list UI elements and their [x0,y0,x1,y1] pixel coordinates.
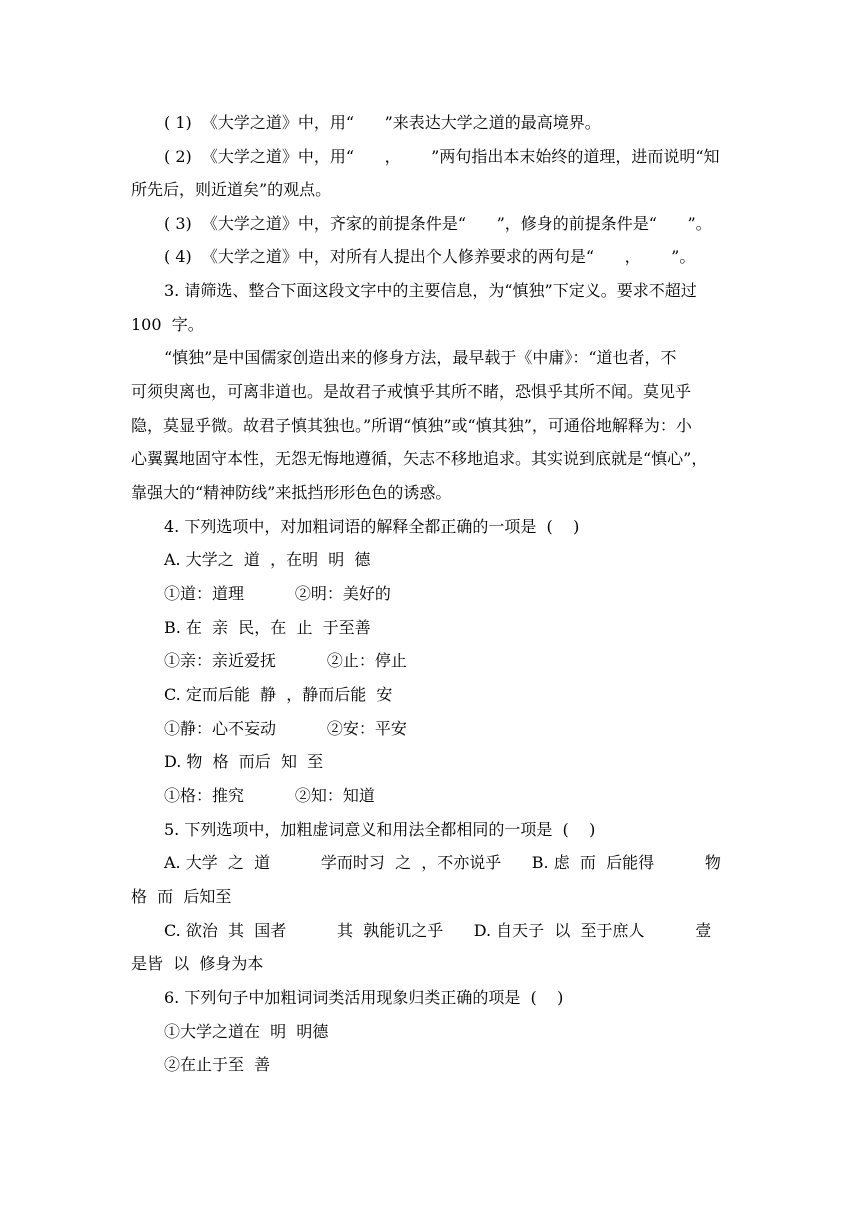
passage-line: “慎独”是中国儒家创造出来的修身方法，最早载于《中庸》：“道也者，不 [164,348,677,367]
question-3-continued: 100 字。 [131,315,204,334]
question-6: 6. 下列句子中加粗词词类活用现象归类正确的项是 ( ) [164,988,564,1007]
option-b-notes: ①亲：亲近爱抚 ②止：停止 [164,651,407,670]
options-a-b-continued: 格 而 后知至 [131,887,232,906]
question-2-2: ( 2) 《大学之道》中，用“ ， ”两句指出本末始终的道理，进而说明“知 [164,147,720,166]
question-2-1: ( 1) 《大学之道》中，用“ ”来表达大学之道的最高境界。 [164,113,601,132]
option-a-notes: ①道：道理 ②明：美好的 [164,584,391,603]
question-2-4: ( 4) 《大学之道》中，对所有人提出个人修养要求的两句是“ ， ”。 [164,247,696,266]
passage-line: 可须臾离也，可离非道也。是故君子戒慎乎其所不睹，恐惧乎其所不闻。莫见乎 [131,382,692,401]
question-6-item-2: ②在止于至 善 [164,1055,271,1074]
passage-line: 隐，莫显乎微。故君子慎其独也。”所谓“慎独”或“慎其独”，可通俗地解释为：小 [131,416,692,435]
options-c-d-continued: 是皆 以 修身为本 [131,954,264,973]
question-5: 5. 下列选项中，加粗虚词意义和用法全都相同的一项是 ( ) [164,820,596,839]
question-2-2-continued: 所先后，则近道矣”的观点。 [131,180,332,199]
option-d: D. 物 格 而后 知 至 [164,752,324,771]
options-c-d: C. 欲治 其 国者 其 孰能讥之乎 D. 自天子 以 至于庶人 壹 [164,921,712,940]
option-a: A. 大学之 道 ，在明 明 德 [164,550,371,569]
passage-line: 心翼翼地固守本性，无怨无悔地遵循，矢志不移地追求。其实说到底就是“慎心”， [131,449,708,468]
question-3: 3. 请筛选、整合下面这段文字中的主要信息，为“慎独”下定义。要求不超过 [164,281,697,300]
option-b: B. 在 亲 民，在 止 于至善 [164,618,371,637]
option-c: C. 定而后能 静 ，静而后能 安 [164,685,393,704]
option-c-notes: ①静：心不妄动 ②安：平安 [164,719,407,738]
question-2-3: ( 3) 《大学之道》中，齐家的前提条件是“ ”，修身的前提条件是“ ”。 [164,214,712,233]
option-d-notes: ①格：推究 ②知：知道 [164,786,375,805]
question-6-item-1: ①大学之道在 明 明德 [164,1022,329,1041]
passage-line: 靠强大的“精神防线”来抵挡形形色色的诱惑。 [131,483,452,502]
question-4: 4. 下列选项中，对加粗词语的解释全都正确的一项是 ( ) [164,517,580,536]
options-a-b: A. 大学 之 道 学而时习 之 ，不亦说乎 B. 虑 而 后能得 物 [164,853,721,872]
